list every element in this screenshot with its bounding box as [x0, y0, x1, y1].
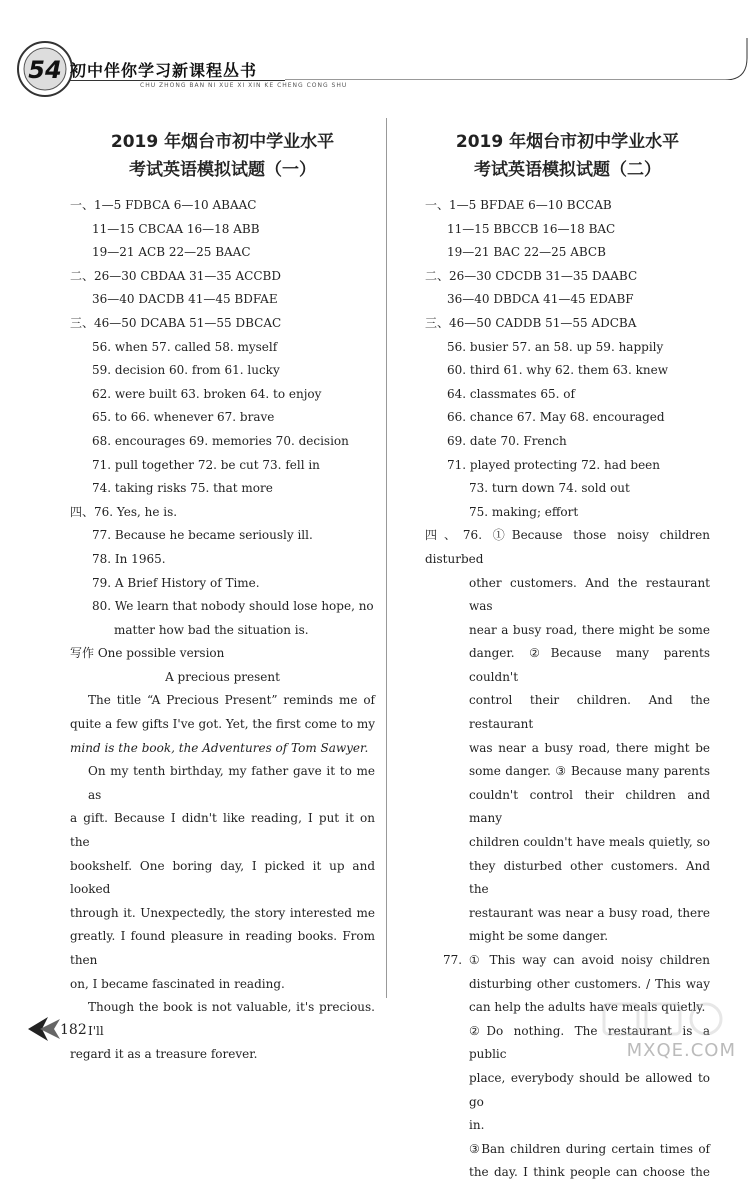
- answer-text-line: couldn't control their children and many: [469, 787, 710, 826]
- answer-line: 74. taking risks 75. that more: [92, 481, 273, 496]
- page-arrow-icon: [28, 1014, 62, 1044]
- answer-text-line: ③Ban children during certain times of: [469, 1141, 710, 1156]
- answer-line: 73. turn down 74. sold out: [469, 481, 630, 496]
- answer-line: 二、26—30 CBDAA 31—35 ACCBD: [70, 268, 281, 283]
- left-title-line2: 考试英语模拟试题（一）: [129, 160, 316, 180]
- answer-line: 三、46—50 CADDB 51—55 ADCBA: [425, 315, 637, 330]
- essay-line: Though the book is not valuable, it's precious. I'll: [88, 1000, 375, 1038]
- answer-line: 71. pull together 72. be cut 73. fell in: [92, 457, 320, 472]
- essay-line: regard it as a treasure forever.: [70, 1047, 258, 1062]
- series-title: 初中伴你学习新课程丛书: [70, 61, 258, 80]
- answer-line: 一、1—5 FDBCA 6—10 ABAAC: [70, 198, 257, 212]
- answer-line: 75. making; effort: [469, 504, 579, 519]
- answer-line: 69. date 70. French: [447, 433, 567, 448]
- answer-line: 78. In 1965.: [92, 551, 166, 566]
- answer-line: 11—15 CBCAA 16—18 ABB: [92, 221, 260, 236]
- answer-line: 56. when 57. called 58. myself: [92, 339, 278, 354]
- column-divider: [386, 118, 387, 998]
- right-title-line2: 考试英语模拟试题（二）: [474, 160, 661, 180]
- right-title: [425, 128, 710, 184]
- answer-text-line: danger. ②Because many parents couldn't: [469, 646, 710, 684]
- answer-text-line: near a busy road, there might be some: [469, 622, 710, 637]
- answer-line: 19—21 BAC 22—25 ABCB: [447, 245, 606, 260]
- answer-text-line: was near a busy road, there might be: [469, 740, 710, 755]
- answer-line: 71. played protecting 72. had been: [447, 457, 661, 472]
- answer-line: 60. third 61. why 62. them 63. knew: [447, 363, 669, 378]
- answer-line: 77. Because he became seriously ill.: [92, 528, 313, 543]
- answer-text-line: 77. ① This way can avoid noisy children: [443, 953, 710, 967]
- essay-line: The title “A Precious Present” reminds me of: [88, 693, 375, 708]
- answer-text-line: might be some danger.: [469, 929, 609, 944]
- answer-line: 19—21 ACB 22—25 BAAC: [92, 245, 251, 260]
- essay-line: mind is the book, the Adventures of Tom Sawyer.: [70, 740, 369, 755]
- answer-text-line: some danger. ③ Because many parents: [469, 764, 710, 779]
- answer-line: matter how bad the situation is.: [114, 622, 309, 637]
- essay-title: A precious present: [165, 669, 280, 684]
- answer-text-line: restaurant was near a busy road, there: [469, 905, 710, 920]
- answer-text-line: other customers. And the restaurant was: [469, 575, 710, 614]
- answer-line: 62. were built 63. broken 64. to enjoy: [92, 386, 322, 401]
- header-rule: [70, 80, 285, 81]
- essay-line: greatly. I found pleasure in reading books. From then: [70, 929, 375, 967]
- question-76-answer: [425, 524, 710, 949]
- answer-line: 36—40 DBDCA 41—45 EDABF: [447, 292, 634, 307]
- answer-text-line: control their children. And the restaurant: [469, 693, 710, 732]
- answer-line: 68. encourages 69. memories 70. decision: [92, 433, 349, 448]
- page-number: 182: [60, 1022, 87, 1038]
- answer-text-line: disturbing other customers. / This way: [469, 976, 710, 991]
- right-title-line1: 2019 年烟台市初中学业水平: [455, 132, 680, 152]
- answer-line: 59. decision 60. from 61. lucky: [92, 363, 280, 378]
- answer-line: 二、26—30 CDCDB 31—35 DAABC: [425, 268, 638, 283]
- answer-line: 一、1—5 BFDAE 6—10 BCCAB: [425, 198, 612, 212]
- answer-text-line: children couldn't have meals quietly, so: [469, 835, 710, 850]
- answer-text-line: 四、76. ①Because those noisy children disturbed: [425, 528, 710, 566]
- essay-line: quite a few gifts I've got. Yet, the first come to my: [70, 717, 375, 732]
- answer-line: 三、46—50 DCABA 51—55 DBCAC: [70, 315, 282, 330]
- essay-line: bookshelf. One boring day, I picked it up and looked: [70, 858, 375, 897]
- essay-line: on, I became fascinated in reading.: [70, 976, 285, 991]
- answer-text-line: place, everybody should be allowed to go: [469, 1070, 710, 1109]
- answer-line: 64. classmates 65. of: [447, 386, 575, 401]
- header-curve-decoration: [285, 38, 750, 80]
- answer-text-line: the day. I think people can choose the: [469, 1165, 710, 1180]
- answer-line: 66. chance 67. May 68. encouraged: [447, 410, 665, 425]
- left-column: [70, 128, 375, 1067]
- series-logo-icon: [16, 40, 74, 98]
- right-answer-list: [425, 194, 710, 524]
- answer-text-line: can help the adults have meals quietly.: [469, 1000, 706, 1015]
- series-pinyin: CHU ZHONG BAN NI XUE XI XIN KE CHENG CONG SHU: [140, 82, 348, 89]
- answer-line: 36—40 DACDB 41—45 BDFAE: [92, 292, 278, 307]
- answer-line: 56. busier 57. an 58. up 59. happily: [447, 339, 664, 354]
- answer-line: 四、76. Yes, he is.: [70, 504, 178, 519]
- answer-line: 80. We learn that nobody should lose hope, no: [92, 599, 374, 614]
- essay-paragraph-3: [70, 996, 375, 1067]
- left-title: [70, 128, 375, 184]
- page-header: [0, 0, 750, 110]
- essay-line: a gift. Because I didn't like reading, I put it on the: [70, 811, 375, 850]
- essay-paragraph-2: [70, 760, 375, 996]
- watermark-text: MXQE.COM: [626, 1040, 736, 1061]
- essay-paragraph-1: [70, 689, 375, 760]
- answer-text-line: they disturbed other customers. And the: [469, 858, 710, 897]
- logo-text: 54: [28, 56, 62, 84]
- answer-line: 79. A Brief History of Time.: [92, 575, 260, 590]
- left-answer-list: [70, 194, 375, 666]
- writing-label: 写作 One possible version: [70, 646, 225, 661]
- answer-line: 65. to 66. whenever 67. brave: [92, 410, 275, 425]
- answer-line: 11—15 BBCCB 16—18 BAC: [447, 221, 616, 236]
- answer-text-line: ②Do nothing. The restaurant is a public: [469, 1023, 710, 1062]
- essay-line: through it. Unexpectedly, the story interested me: [70, 905, 375, 920]
- answer-text-line: in.: [469, 1118, 485, 1133]
- left-title-line1: 2019 年烟台市初中学业水平: [110, 132, 335, 152]
- essay-line: On my tenth birthday, my father gave it to me as: [88, 764, 375, 802]
